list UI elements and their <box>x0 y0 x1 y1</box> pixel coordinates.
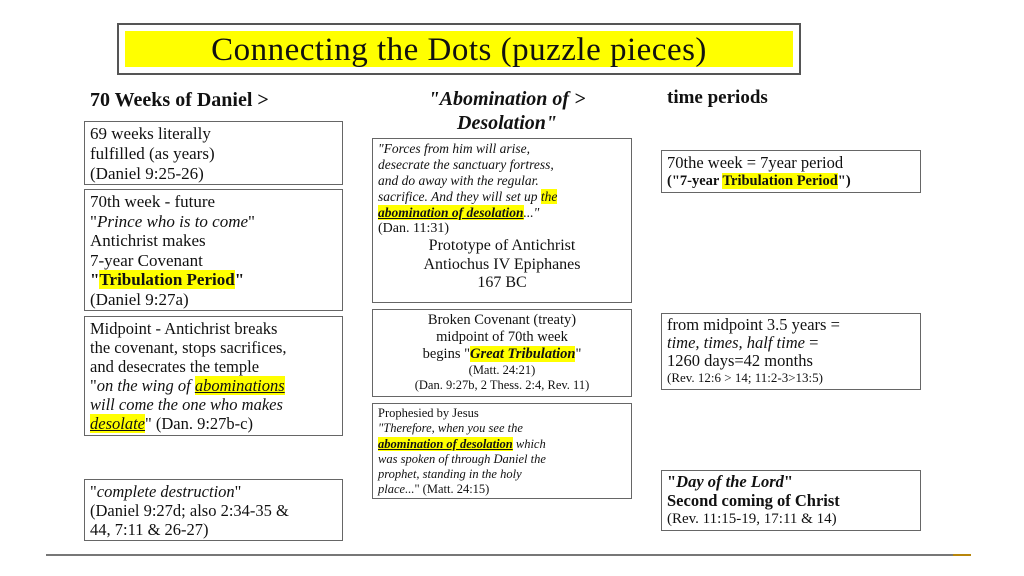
plain-text: = <box>804 333 819 352</box>
text-line <box>667 172 915 190</box>
plain-text: begins " <box>422 346 471 362</box>
bottom-divider <box>46 554 971 556</box>
abomination-box-broken-covenant <box>372 309 632 397</box>
text-line: "Therefore, when you see the <box>378 421 523 436</box>
daniel-box-69-weeks <box>84 121 343 185</box>
highlight-the: the <box>540 189 558 204</box>
text-line <box>378 437 626 452</box>
highlight-abominations: abominations <box>194 376 285 395</box>
text-line <box>667 473 915 492</box>
text-line: Antichrist makes <box>90 231 206 250</box>
quote-mark: " <box>90 211 97 231</box>
text-line: (Daniel 9:27d; also 2:34-35 & <box>90 501 289 520</box>
text-line: 69 weeks literally <box>90 124 211 143</box>
highlight-desolate: desolate <box>90 414 145 433</box>
time-box-3-5-years <box>661 313 921 390</box>
text-line: "Forces from him will arise, <box>378 141 531 156</box>
quote-mark: " <box>248 211 255 231</box>
text-line <box>378 205 626 221</box>
text-line: the covenant, stops sacrifices, <box>90 338 287 357</box>
abomination-box-daniel-11 <box>372 138 632 303</box>
column-heading-abomination <box>372 87 642 135</box>
text-line <box>90 376 337 395</box>
text-line: Broken Covenant (treaty) <box>427 312 577 328</box>
text-line: will come the one who makes <box>90 395 283 414</box>
text-line <box>378 346 626 363</box>
text-line: 7-year Covenant <box>90 250 203 270</box>
text-line: 70the week = 7year period <box>667 153 844 172</box>
prince-phrase: Prince who is to come <box>96 211 249 231</box>
text-line: prophet, standing in the holy <box>378 467 522 482</box>
text-line: 70th week - future <box>90 192 216 211</box>
text-line: midpoint of 70th week <box>436 329 568 345</box>
quote-mark: " <box>90 482 97 501</box>
text-line: Antiochus IV Epiphanes <box>423 255 581 273</box>
text-line: (Rev. 12:6 > 14; 11:2-3>13:5) <box>667 370 823 385</box>
text-line: 167 BC <box>477 274 527 291</box>
text-line: desecrate the sanctuary fortress, <box>378 157 554 172</box>
reference-text: " (Dan. 9:27b-c) <box>145 414 253 433</box>
italic-text: sacrifice. And they will set up <box>378 189 541 204</box>
abomination-heading-line-2: Desolation" <box>457 112 557 134</box>
highlight-tribulation-period: Tribulation Period <box>722 173 838 189</box>
quote-mark: " <box>234 270 245 289</box>
column-heading-time-periods: time periods <box>667 87 768 108</box>
quote-mark: " <box>90 270 100 289</box>
text-line: (Rev. 11:15-19, 17:11 & 14) <box>667 511 837 527</box>
text-line <box>90 482 337 501</box>
reference-text: " (Matt. 24:15) <box>414 482 490 497</box>
plain-text: ("7-year <box>667 173 723 189</box>
text-line: and desecrates the temple <box>90 357 260 376</box>
highlight-tribulation-period: Tribulation Period <box>99 270 235 289</box>
text-line: fulfilled (as years) <box>90 144 215 163</box>
text-line: was spoken of through Daniel the <box>378 451 546 466</box>
text-line: (Daniel 9:27a) <box>90 289 189 309</box>
daniel-box-70th-week <box>84 189 343 311</box>
text-line: and do away with the regular. <box>378 173 539 188</box>
time-box-day-of-the-lord <box>661 470 921 531</box>
highlight-abomination-of-desolation: abomination of desolation <box>378 436 513 451</box>
quote-mark: " <box>234 482 242 501</box>
daniel-box-complete-destruction <box>84 479 343 541</box>
text-line <box>378 189 626 205</box>
page-title: Connecting the Dots (puzzle pieces) <box>125 31 793 67</box>
quote-mark: " <box>783 472 794 491</box>
text-line: (Daniel 9:25-26) <box>90 164 204 183</box>
abomination-box-prophesied-by-jesus <box>372 403 632 499</box>
italic-text: complete destruction <box>96 482 235 501</box>
time-box-7-year-period <box>661 150 921 193</box>
text-line: Prototype of Antichrist <box>428 237 576 254</box>
quote-mark: " <box>90 376 97 395</box>
italic-text: which <box>512 436 546 451</box>
highlight-great-tribulation: Great Tribulation <box>470 346 576 362</box>
text-line: (Dan. 9:27b, 2 Thess. 2:4, Rev. 11) <box>414 378 590 392</box>
highlight-abomination-of-desolation: abomination of desolation <box>378 205 524 220</box>
quote-mark: " <box>575 346 582 362</box>
text-line: (Dan. 11:31) <box>378 221 450 236</box>
text-line: Midpoint - Antichrist breaks <box>90 319 278 338</box>
text-line: 1260 days=42 months <box>667 351 813 370</box>
abomination-heading-line-1: "Abomination of > <box>428 88 586 110</box>
quote-mark: ") <box>837 173 851 189</box>
text-line: from midpoint 3.5 years = <box>667 315 840 334</box>
text-line <box>90 414 337 433</box>
title-frame <box>117 23 801 75</box>
italic-text: place... <box>378 482 415 497</box>
italic-text: time, times, half time <box>667 333 805 352</box>
text-line <box>90 212 337 232</box>
text-line: Prophesied by Jesus <box>378 406 479 420</box>
quote-mark: " <box>667 472 677 491</box>
italic-text: Day of the Lord <box>676 472 784 491</box>
text-line <box>378 482 626 497</box>
daniel-box-midpoint <box>84 316 343 436</box>
text-line <box>90 270 337 290</box>
column-heading-daniel: 70 Weeks of Daniel > <box>90 89 269 111</box>
italic-text: on the wing of <box>96 376 195 395</box>
text-line <box>667 334 915 352</box>
text-line: 44, 7:11 & 26-27) <box>90 520 209 539</box>
text-line: (Matt. 24:21) <box>468 363 536 377</box>
quote-end: ..." <box>523 205 540 220</box>
text-line: Second coming of Christ <box>667 490 840 510</box>
